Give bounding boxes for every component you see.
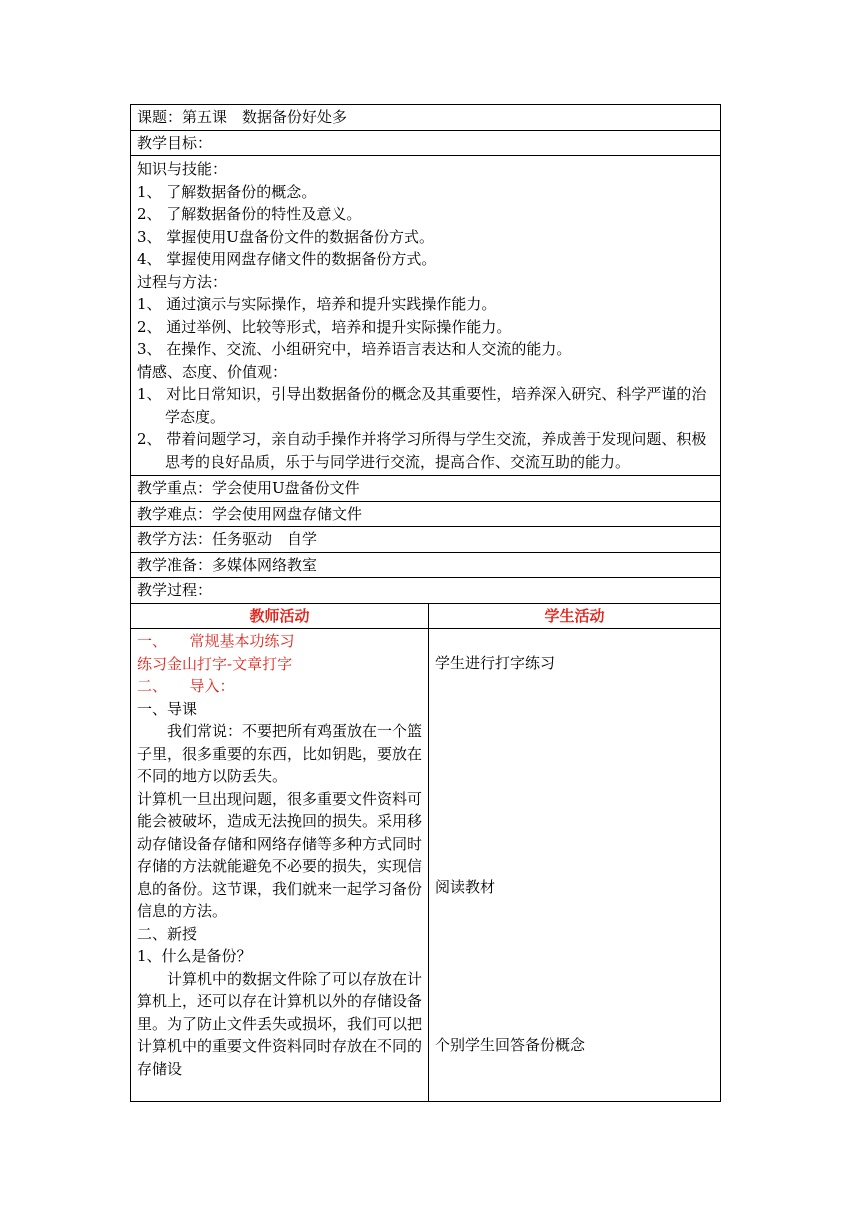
key-point-row [131,476,721,502]
key-point: 教学重点：学会使用U盘备份文件 [131,476,721,502]
new-lesson-subheading: 二、新授 [137,924,198,943]
method-row [131,527,721,553]
teacher-activity-cell [131,629,429,1102]
section-1-line: 练习金山打字-文章打字 [137,654,293,673]
knowledge-item: 3、 掌握使用U盘备份文件的数据备份方式。 [137,227,434,246]
column-header-row [131,603,721,629]
knowledge-item: 4、 掌握使用网盘存储文件的数据备份方式。 [137,250,437,268]
difficulty: 教学难点：学会使用网盘存储文件 [131,501,721,527]
student-activity-cell [429,629,721,1102]
objectives-row [131,156,721,476]
title-row [131,105,721,131]
student-activity-typing: 学生进行打字练习 [435,654,556,672]
student-activity-header: 学生活动 [429,603,721,629]
lesson-plan-sheet [130,104,720,1102]
section-1-title: 一、 常规基本功练习 [137,632,295,650]
process-heading-row [131,578,721,604]
process-heading: 过程与方法： [137,272,228,291]
process-item: 2、 通过举例、比较等形式，培养和提升实际操作能力。 [137,317,512,336]
student-activity-answer: 个别学生回答备份概念 [435,1036,586,1054]
preparation: 教学准备：多媒体网络教室 [131,552,721,578]
objectives-cell [131,156,721,476]
intro-paragraph: 我们常说：不要把所有鸡蛋放在一个篮子里，很多重要的东西，比如钥匙，要放在不同的地方以防丢失。 [137,722,423,785]
teaching-method: 教学方法：任务驱动 自学 [131,527,721,553]
lesson-plan-table [130,104,721,1102]
teacher-activity-header: 教师活动 [131,603,429,629]
knowledge-heading: 知识与技能： [137,160,228,178]
preparation-row [131,552,721,578]
attitude-item: 1、 对比日常知识，引导出数据备份的概念及其重要性，培养深入研究、科学严谨的治学态度。 [137,385,707,426]
intro-subheading: 一、导课 [137,699,198,718]
lesson-title: 课题：第五课 数据备份好处多 [131,105,721,131]
knowledge-item: 1、 了解数据备份的概念。 [137,182,317,201]
objectives-heading-row [131,130,721,156]
section-2-title: 二、 导入： [137,677,235,695]
knowledge-item: 2、 了解数据备份的特性及意义。 [137,205,362,223]
question-backup: 1、什么是备份？ [137,947,252,965]
backup-paragraph: 计算机中的数据文件除了可以存放在计算机上，还可以存在计算机以外的存储设备里。为了防止文件丢失或损坏，我们可以把计算机中的重要文件资料同时存放在不同的存储设 [137,969,423,1078]
intro-paragraph-2: 计算机一旦出现问题，很多重要文件资料可能会被破坏，造成无法挽回的损失。采用移动存储设备存储和网络存储等多种方式同时存储的方法就能避免不必要的损失，实现信息的备份。这节课，我们就来一起学习备份信息的方法。 [137,789,423,920]
teaching-process-heading: 教学过程： [131,578,721,604]
attitude-heading: 情感、态度、价值观： [137,362,288,381]
difficulty-row [131,501,721,527]
attitude-item: 2、 带着问题学习，亲自动手操作并将学习所得与学生交流，养成善于发现问题、积极思考的良好品质，乐于与同学进行交流，提高合作、交流互助的能力。 [137,430,707,471]
process-item: 3、 在操作、交流、小组研究中，培养语言表达和人交流的能力。 [137,340,572,358]
process-item: 1、 通过演示与实际操作，培养和提升实践操作能力。 [137,295,497,313]
student-activity-reading: 阅读教材 [435,878,496,896]
objectives-heading: 教学目标： [131,130,721,156]
activity-row [131,629,721,1102]
